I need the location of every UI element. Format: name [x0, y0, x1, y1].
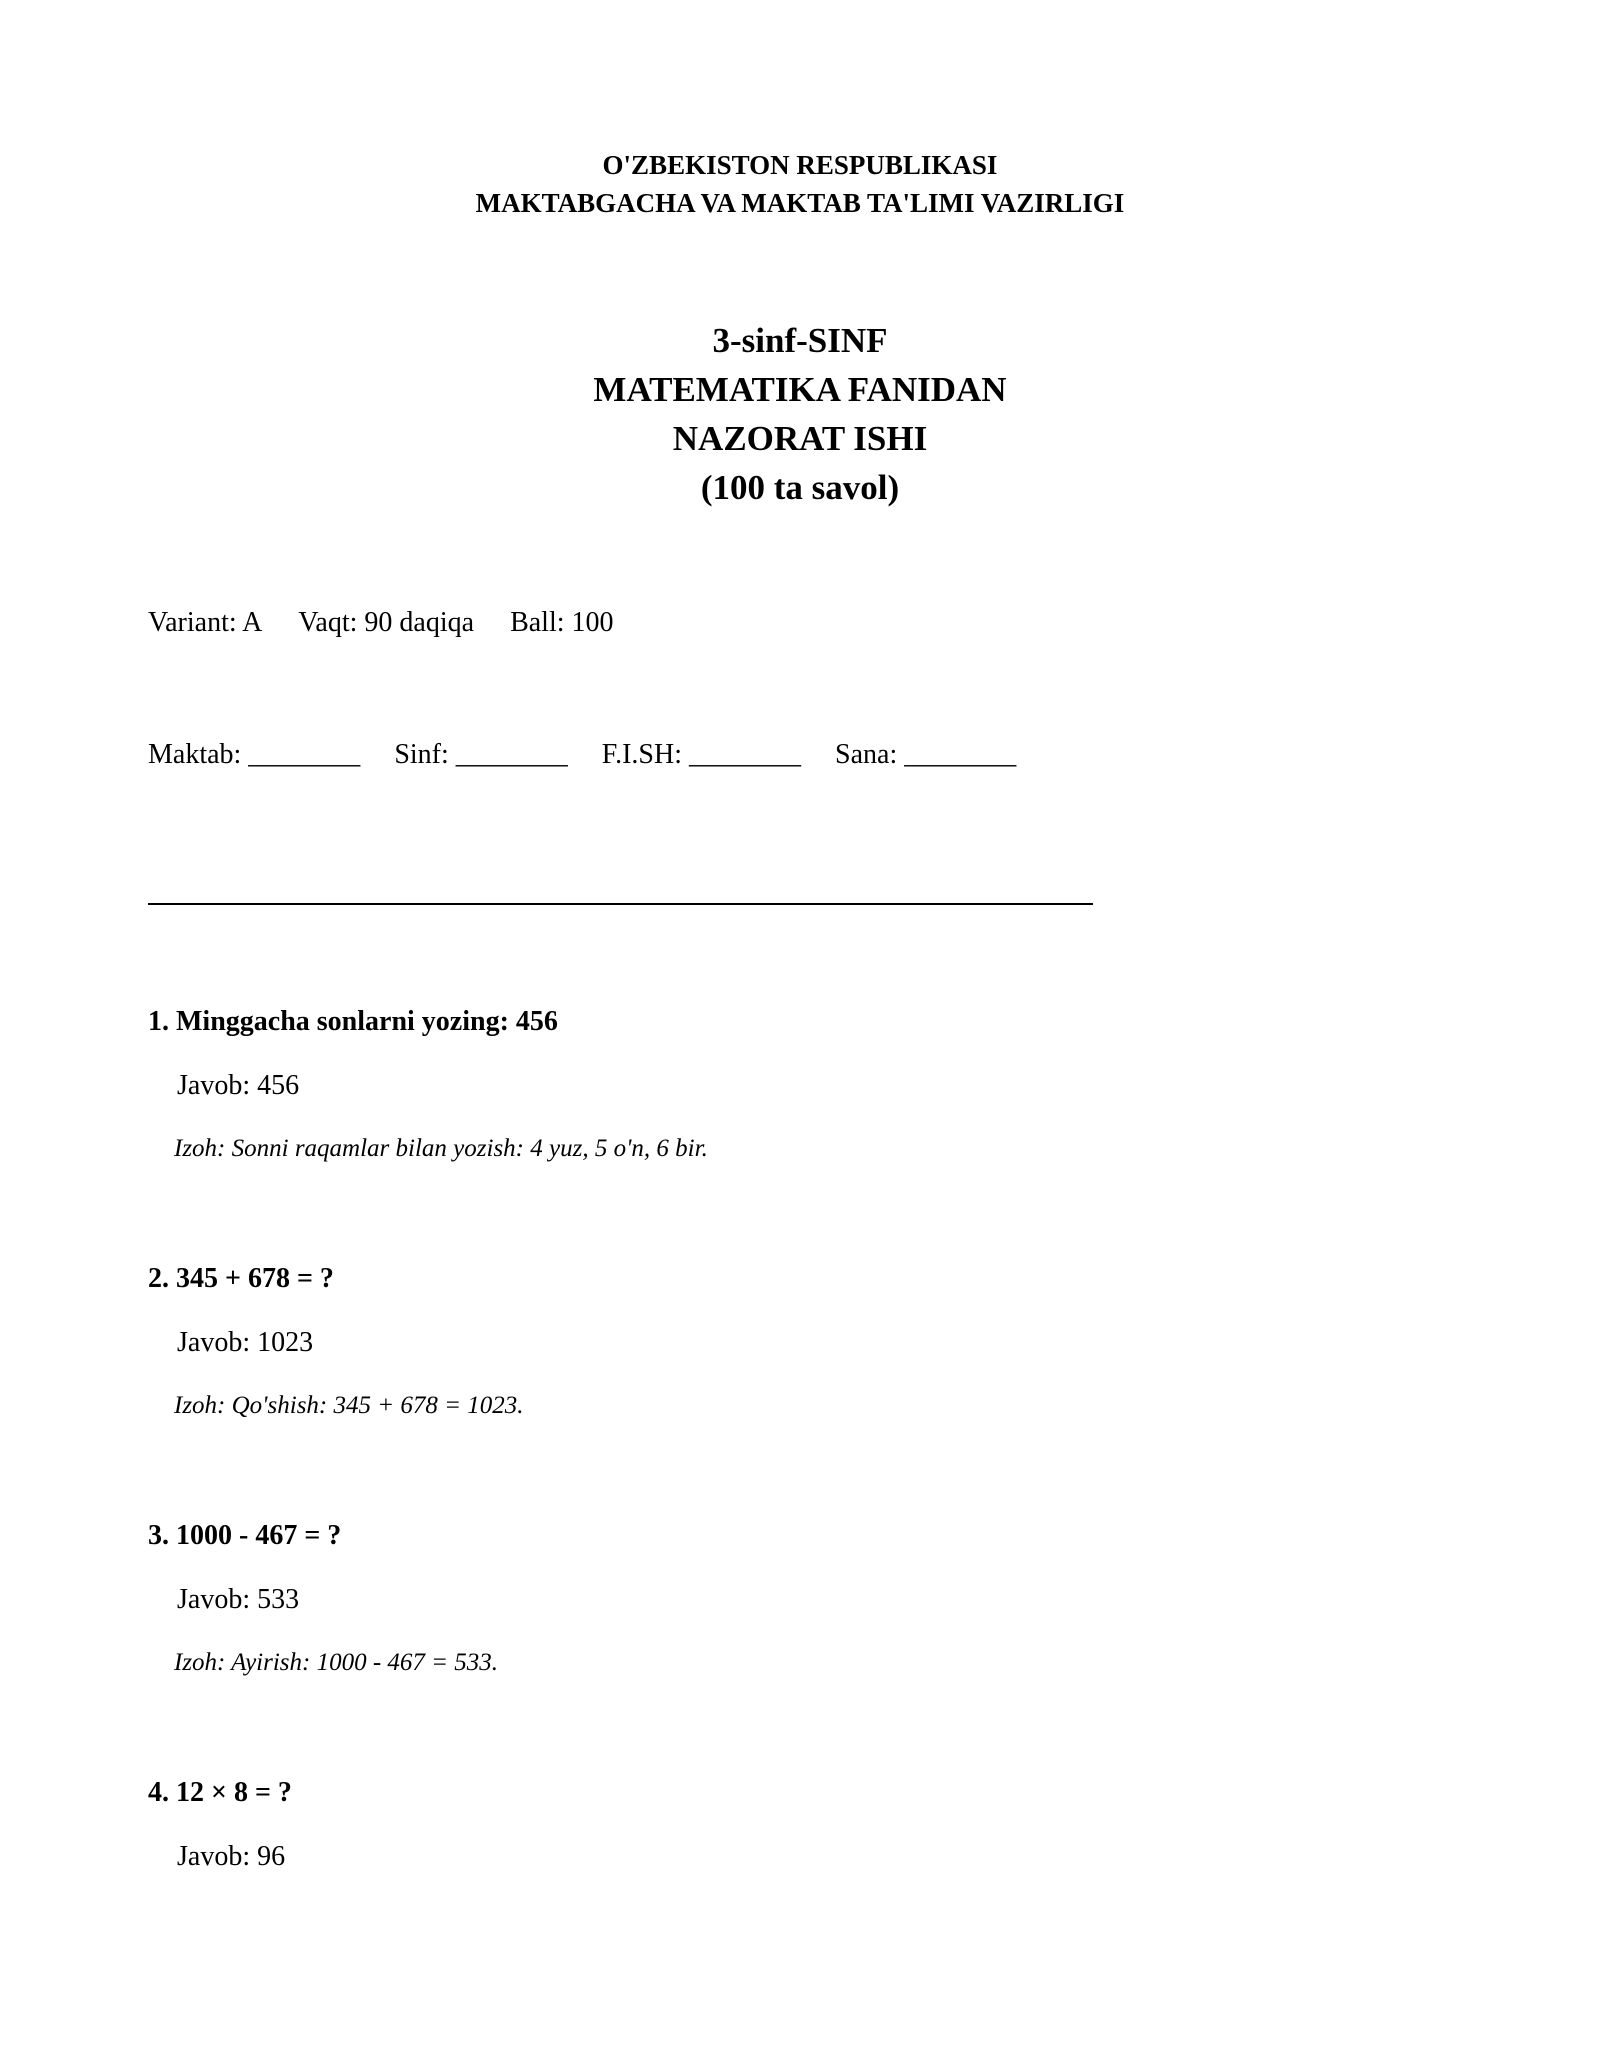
question-answer: Javob: 533	[177, 1584, 300, 1615]
name-field: F.I.SH: ________	[601, 739, 802, 770]
work-title: NAZORAT ISHI	[672, 419, 928, 458]
section-divider	[148, 903, 1093, 905]
score-label: Ball: 100	[510, 607, 614, 638]
grade-title: 3-sinf-SINF	[712, 321, 888, 360]
question-2	[148, 1262, 1448, 1422]
question-note: Izoh: Sonni raqamlar bilan yozish: 4 yuz, 5 o'n, 6 bir.	[174, 1135, 708, 1162]
question-4	[148, 1776, 1448, 1874]
question-note: Izoh: Qo'shish: 345 + 678 = 1023.	[174, 1392, 524, 1419]
question-title: 2. 345 + 678 = ?	[148, 1263, 334, 1294]
class-field: Sinf: ________	[394, 739, 568, 770]
question-answer: Javob: 96	[177, 1841, 286, 1872]
subject-title: MATEMATIKA FANIDAN	[593, 370, 1007, 409]
question-title: 3. 1000 - 467 = ?	[148, 1520, 342, 1551]
exam-title-block	[0, 316, 1600, 512]
republic-name: O'ZBEKISTON RESPUBLIKASI	[602, 150, 998, 180]
date-field: Sana: ________	[835, 739, 1017, 770]
question-title: 1. Minggacha sonlarni yozing: 456	[148, 1006, 558, 1037]
question-answer: Javob: 1023	[177, 1327, 314, 1358]
time-label: Vaqt: 90 daqiqa	[298, 607, 475, 638]
school-field: Maktab: ________	[148, 739, 361, 770]
variant-label: Variant: A	[148, 607, 263, 638]
student-fields-row	[148, 738, 1016, 772]
question-title: 4. 12 × 8 = ?	[148, 1777, 292, 1808]
question-note: Izoh: Ayirish: 1000 - 467 = 533.	[174, 1649, 499, 1676]
question-3	[148, 1519, 1448, 1679]
exam-meta-row	[148, 606, 614, 640]
ministry-name: MAKTABGACHA VA MAKTAB TA'LIMI VAZIRLIGI	[475, 188, 1125, 218]
question-answer: Javob: 456	[177, 1070, 300, 1101]
question-1	[148, 1005, 1448, 1165]
ministry-header	[0, 146, 1600, 222]
question-count-title: (100 ta savol)	[700, 468, 900, 507]
